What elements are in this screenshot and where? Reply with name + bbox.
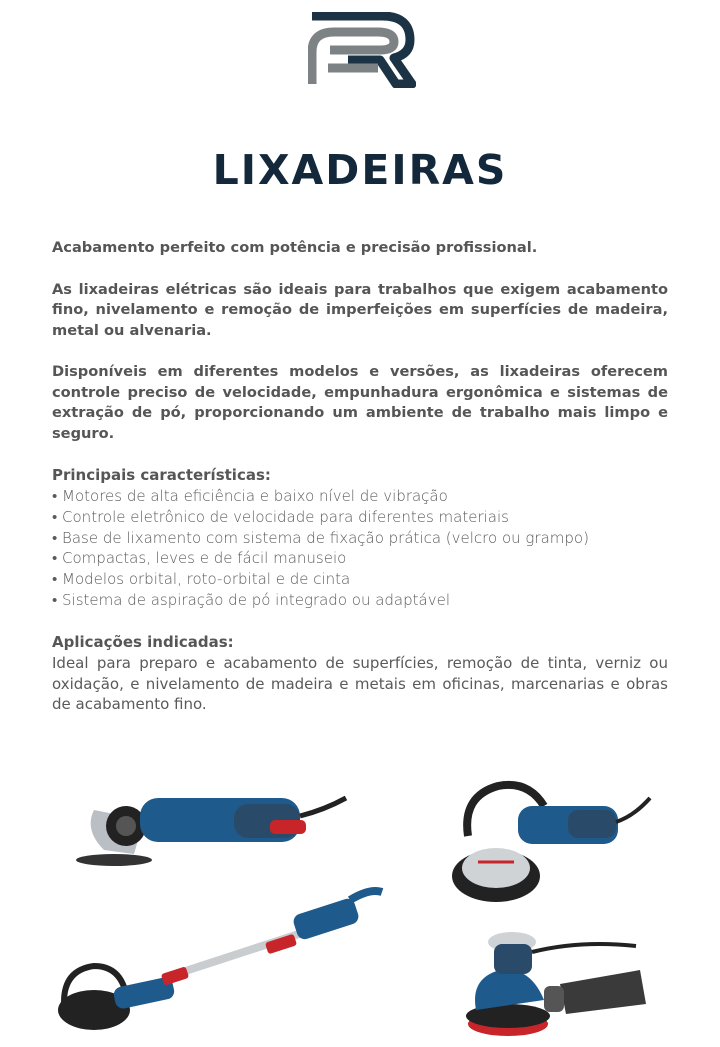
page-title: LIXADEIRAS — [212, 146, 508, 194]
features-heading: Principais características: — [52, 466, 271, 484]
tagline: Acabamento perfeito com potência e precisão profissional. — [52, 239, 538, 256]
list-item: • Modelos orbital, roto-orbital e de cinta — [52, 569, 668, 590]
angle-grinder-image — [74, 780, 354, 872]
list-item: • Compactas, leves e de fácil manuseio — [52, 548, 668, 569]
company-logo — [308, 12, 416, 88]
applications-heading: Aplicações indicadas: — [52, 632, 234, 651]
list-item: • Sistema de aspiração de pó integrado ou adaptável — [52, 590, 668, 611]
concrete-grinder-image — [448, 776, 652, 908]
intro-paragraph: As lixadeiras elétricas são ideais para trabalhos que exigem acabamento fino, nivelamento e remoção de imperfeições em superfícies de madeira, metal ou alvenaria. — [52, 280, 668, 339]
list-item: • Base de lixamento com sistema de fixação prática (velcro ou grampo) — [52, 528, 668, 549]
features-list — [52, 486, 668, 611]
list-item: • Motores de alta eficiência e baixo nível de vibração — [52, 486, 668, 507]
list-item: • Controle eletrônico de velocidade para diferentes materiais — [52, 507, 668, 528]
drywall-sander-image — [54, 886, 386, 1036]
applications-text: Ideal para preparo e acabamento de superfícies, remoção de tinta, verniz ou oxidação, e nivelamento de madeira e metais em oficinas, marcenarias e obras de acabamento fino. — [52, 653, 668, 714]
content — [52, 238, 668, 715]
orbital-sander-image — [460, 930, 648, 1042]
models-paragraph: Disponíveis em diferentes modelos e versões, as lixadeiras oferecem controle preciso de velocidade, empunhadura ergonômica e sistemas de extração de pó, proporcionando um ambiente de trabalho mais limpo e seguro. — [52, 363, 668, 442]
